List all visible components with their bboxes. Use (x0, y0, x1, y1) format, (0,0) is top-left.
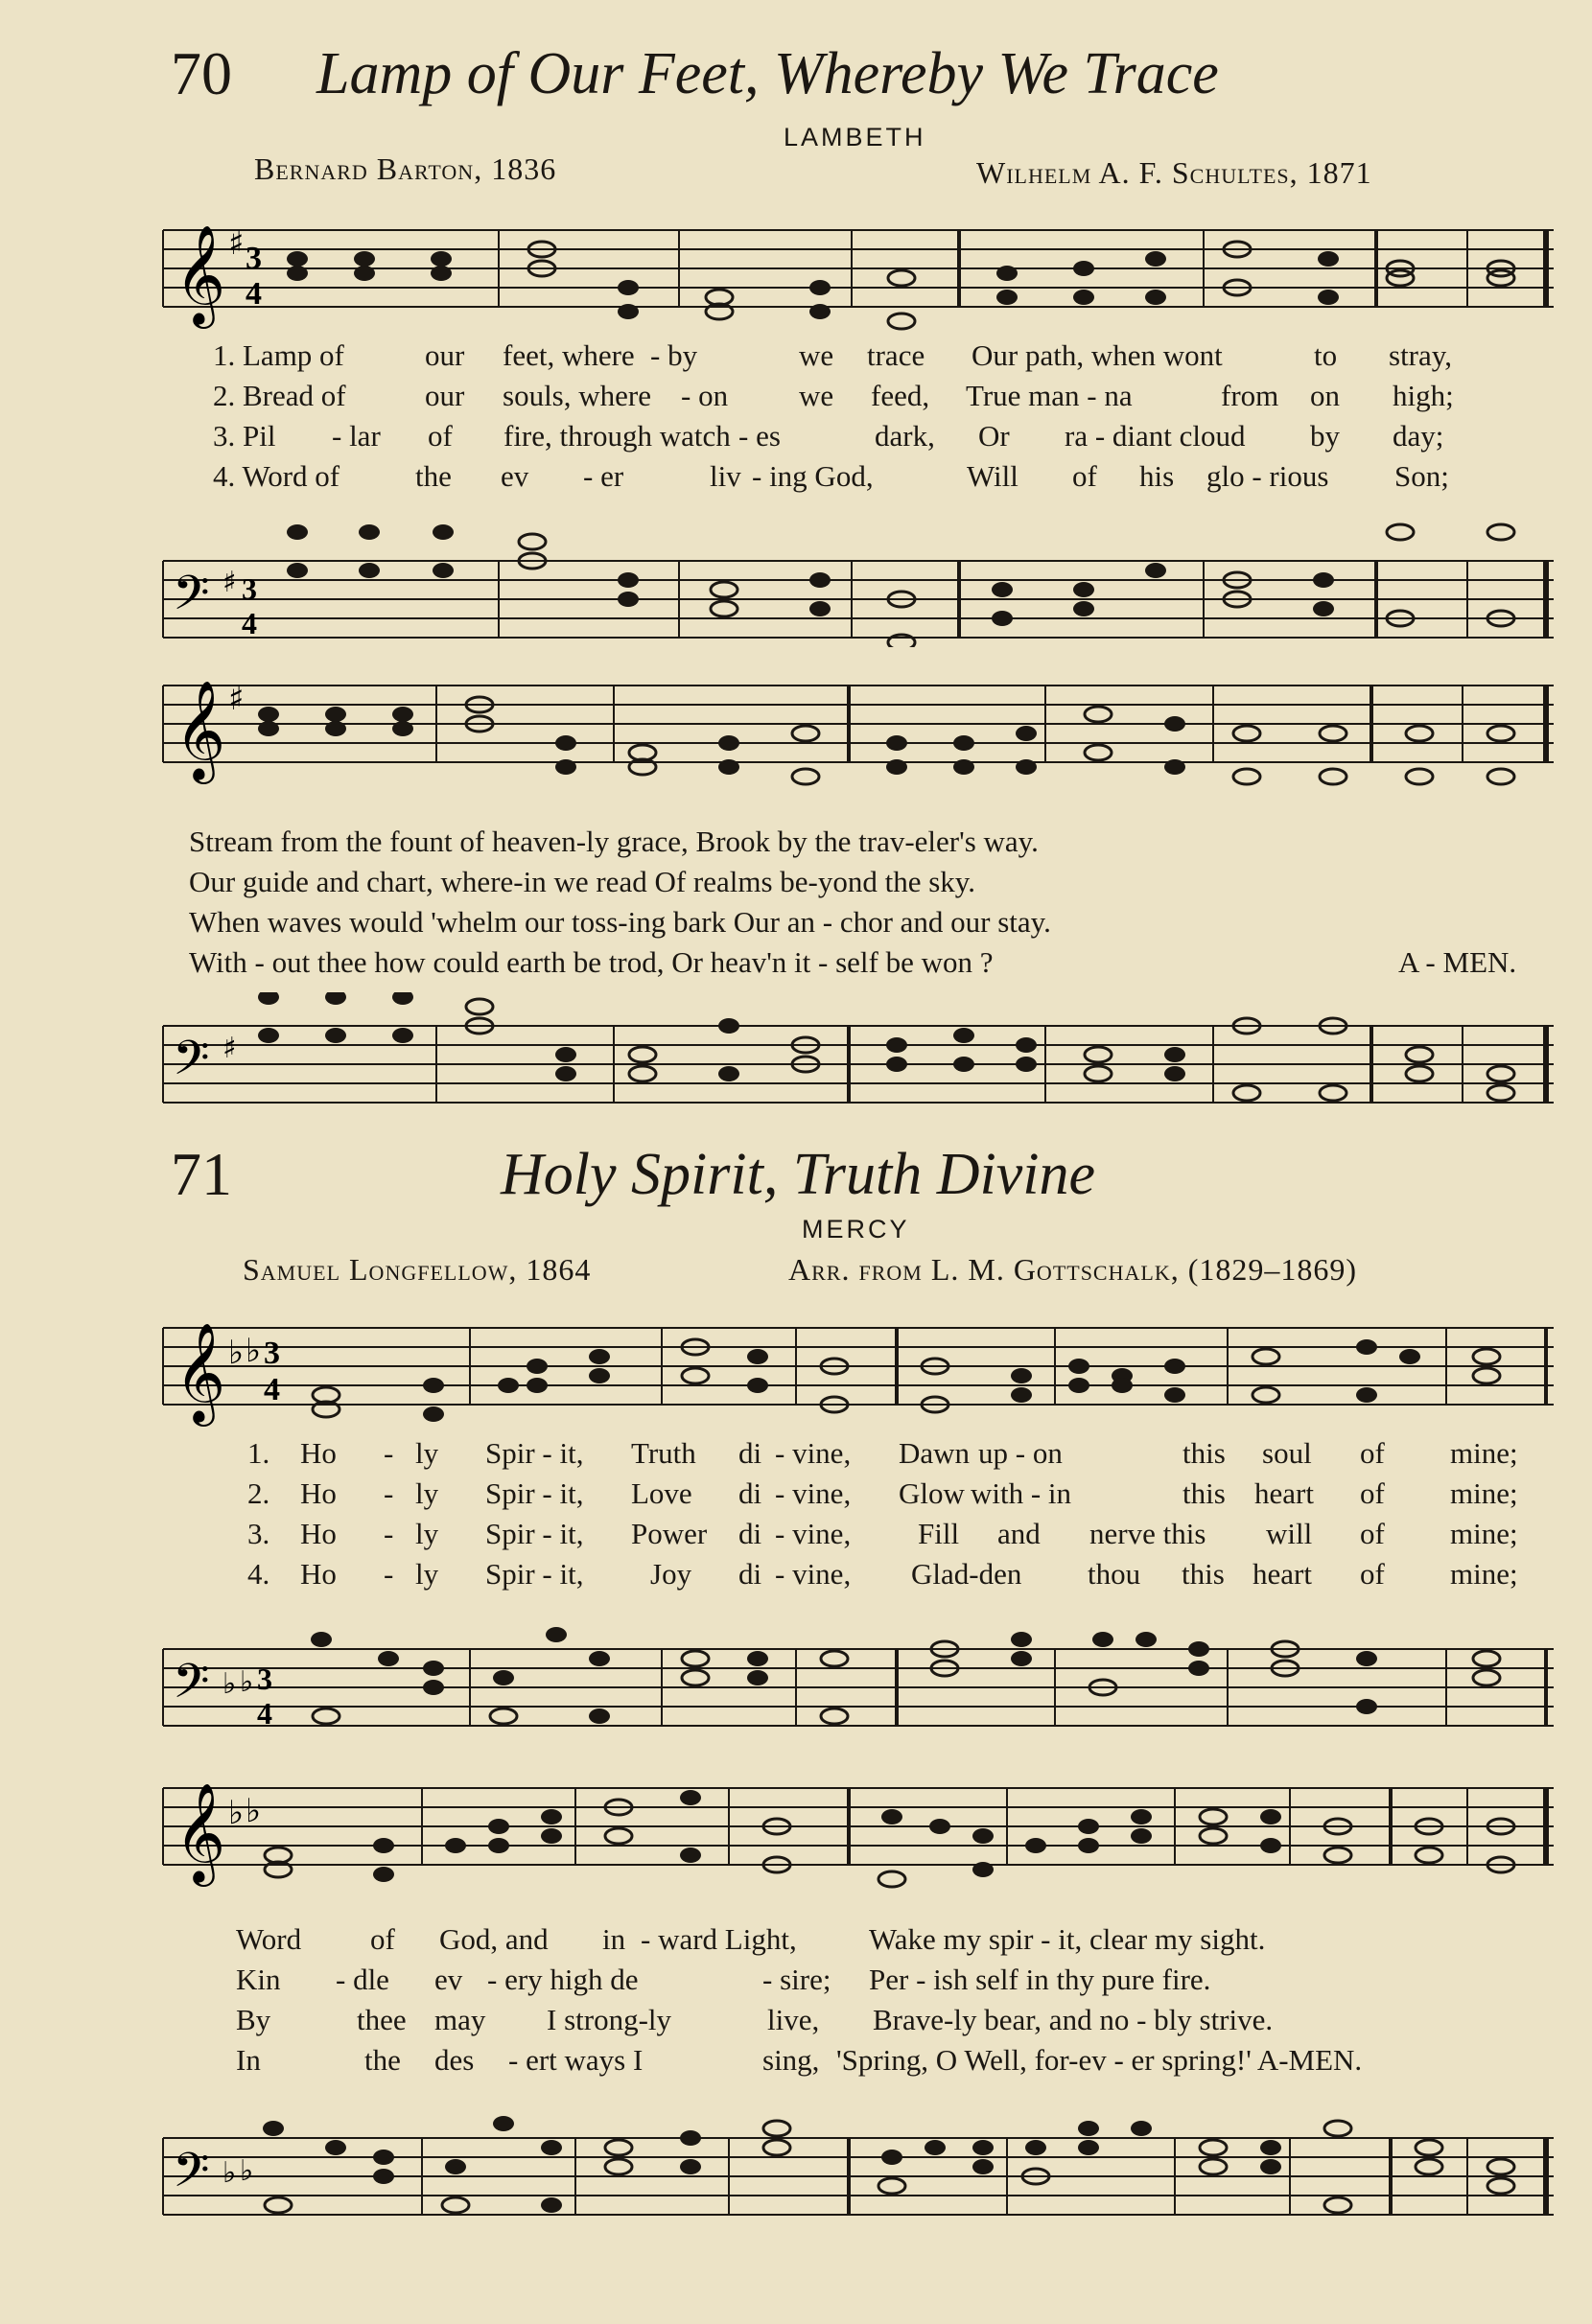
svg-text:♭: ♭ (222, 1667, 237, 1701)
hymn-70-author: Bernard Barton, 1836 (254, 151, 557, 186)
hymn-71-number: 71 (171, 1140, 232, 1208)
svg-text:3: 3 (264, 1336, 280, 1371)
hymn-70-title: Lamp of Our Feet, Whereby We Trace (316, 41, 1219, 106)
hymn-70-number: 70 (171, 39, 232, 107)
hymn-70-bass-staff-2 (0, 992, 1592, 1117)
svg-text:♭: ♭ (240, 2154, 254, 2188)
hymn-71-composer: Arr. from L. M. Gottschalk, (1829–1869) (788, 1252, 1358, 1287)
hymn-71-treble-staff-2 (0, 1774, 1592, 1908)
hymn-71-author: Samuel Longfellow, 1864 (243, 1252, 592, 1287)
bass-clef-icon: 𝄢 (173, 1031, 210, 1098)
hymn-71-title: Holy Spirit, Truth Divine (501, 1142, 1095, 1207)
bass-clef-icon: 𝄢 (173, 1654, 210, 1721)
hymn-71-verse-2-continuation: Kin - dle ev - ery high de - sire; Per - ish self in thy pure fire. (236, 1963, 1211, 1996)
hymn-71-bass-staff-1 (0, 1620, 1592, 1745)
hymn-71-verse-3-line: 3. Ho - ly Spir - it, Power di - vine, Fill and nerve this will of mine; (247, 1517, 1518, 1550)
hymn-71-verse-1-continuation: Word of God, and in - ward Light, Wake my spir - it, clear my sight. (236, 1922, 1266, 1956)
hymn-70-verse-2-line: 2. Bread of our souls, where - on we feed, True man - na from on high; (213, 379, 1454, 412)
svg-text:♯: ♯ (222, 1032, 237, 1065)
hymn-70-verse-3-continuation: When waves would 'whelm our toss-ing bark Our an - chor and our stay. (189, 905, 1051, 939)
svg-text:3: 3 (257, 1662, 272, 1696)
svg-text:♭: ♭ (222, 2156, 237, 2190)
hymn-71-treble-staff-1 (0, 1313, 1592, 1448)
treble-clef-icon: 𝄞 (175, 1322, 226, 1423)
hymn-71-verse-1-line: 1. Ho - ly Spir - it, Truth di - vine, Dawn up - on this soul of mine; (247, 1436, 1518, 1470)
hymn-70-bass-staff-1 (0, 523, 1592, 647)
bass-clef-icon: 𝄢 (173, 2143, 210, 2210)
hymn-71-tune: MERCY (802, 1215, 910, 1243)
svg-text:4: 4 (264, 1372, 280, 1407)
hymn-71-verse-4-continuation: In the des - ert ways I sing, 'Spring, O Well, for-ev - er spring!' A-MEN. (236, 2043, 1363, 2077)
svg-text:♯: ♯ (228, 224, 245, 263)
hymn-70-tune: LAMBETH (784, 123, 926, 151)
svg-text:3: 3 (242, 571, 257, 606)
hymn-70-verse-3-line: 3. Pil - lar of fire, through watch - es dark, Or ra - diant cloud by day; (213, 419, 1444, 453)
svg-text:4: 4 (246, 276, 262, 312)
svg-text:♭: ♭ (228, 1334, 245, 1372)
treble-clef-icon: 𝄞 (175, 224, 226, 325)
hymn-71-bass-staff-2 (0, 2090, 1592, 2234)
hymn-70-treble-staff-1 (0, 216, 1592, 350)
hymn-71-verse-2-line: 2. Ho - ly Spir - it, Love di - vine, Glow with - in this heart of mine; (247, 1476, 1518, 1510)
hymn-70-verse-1-continuation: Stream from the fount of heaven-ly grace, Brook by the trav-eler's way. (189, 825, 1039, 858)
svg-text:♯: ♯ (228, 680, 245, 718)
svg-text:3: 3 (246, 241, 262, 276)
svg-text:4: 4 (257, 1696, 272, 1731)
hymn-70-verse-4-continuation: With - out thee how could earth be trod, Or heav'n it - self be won ? (189, 945, 994, 979)
hymn-70-amen: A - MEN. (1398, 945, 1517, 979)
hymn-70-composer: Wilhelm A. F. Schultes, 1871 (976, 155, 1372, 190)
bass-clef-icon: 𝄢 (173, 566, 210, 633)
svg-text:♭: ♭ (240, 1665, 254, 1699)
hymn-70-treble-staff-2 (0, 671, 1592, 796)
svg-text:♯: ♯ (222, 566, 237, 599)
svg-text:♭: ♭ (246, 1792, 262, 1830)
hymn-71-verse-4-line: 4. Ho - ly Spir - it, Joy di - vine, Glad-den thou this heart of mine; (247, 1557, 1518, 1591)
treble-clef-icon: 𝄞 (175, 1782, 226, 1883)
svg-text:♭: ♭ (246, 1332, 262, 1370)
hymn-70-verse-2-continuation: Our guide and chart, where-in we read Of realms be-yond the sky. (189, 865, 976, 898)
hymn-71-verse-3-continuation: By thee may I strong-ly live, Brave-ly bear, and no - bly strive. (236, 2003, 1274, 2036)
hymn-70-verse-1-line: 1. Lamp of our feet, where - by we trace Our path, when wont to stray, (213, 338, 1452, 372)
hymn-70-verse-4-line: 4. Word of the ev - er liv - ing God, Will of his glo - rious Son; (213, 459, 1449, 493)
svg-text:4: 4 (242, 606, 257, 640)
svg-text:♭: ♭ (228, 1794, 245, 1832)
treble-clef-icon: 𝄞 (175, 680, 226, 780)
